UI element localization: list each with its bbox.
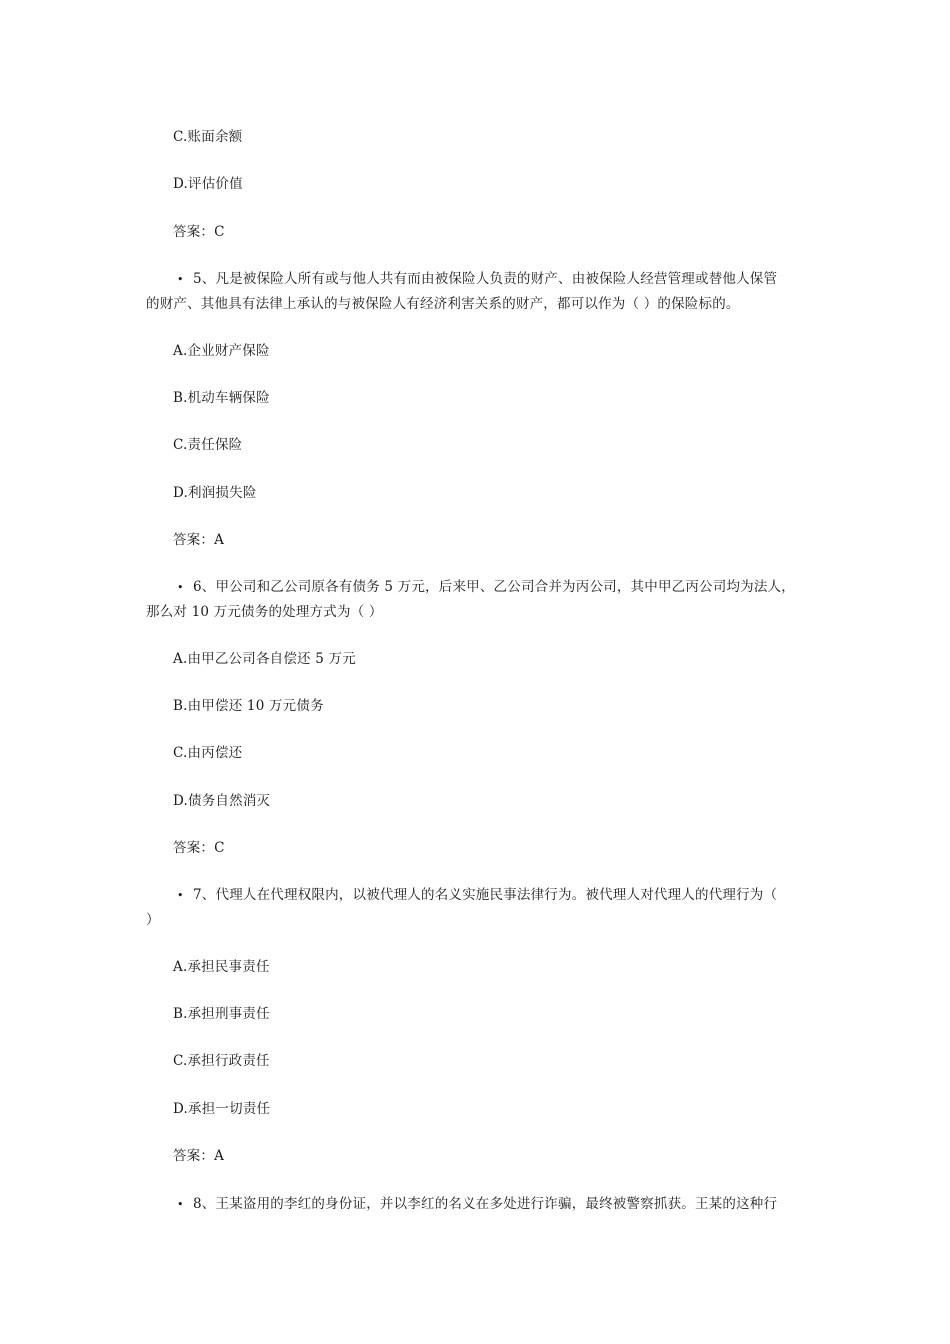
- option-item: A.由甲乙公司各自偿还 5 万元: [173, 651, 356, 667]
- option-item: D.评估价值: [173, 176, 243, 192]
- question-text-line1: 6、甲公司和乙公司原各有债务 5 万元，后来甲、乙公司合并为丙公司，其中甲乙丙公司均为法人，: [193, 579, 795, 595]
- bullet-icon: •: [177, 889, 184, 902]
- option-item: D.利润损失险: [173, 485, 257, 501]
- option-item: C.承担行政责任: [173, 1053, 270, 1069]
- question-text-line1: 8、王某盗用的李红的身份证，并以李红的名义在多处进行诈骗，最终被警察抓获。王某的这种行: [193, 1196, 778, 1212]
- option-item: A.承担民事责任: [173, 959, 270, 975]
- bullet-icon: •: [177, 581, 184, 594]
- answer-line: 答案：A: [173, 1148, 225, 1164]
- bullet-icon: •: [177, 273, 184, 286]
- answer-line: 答案：A: [173, 532, 225, 548]
- question-text-line2: ）: [146, 912, 160, 928]
- option-item: C.账面余额: [173, 129, 243, 145]
- question-text-line1: 5、凡是被保险人所有或与他人共有而由被保险人负责的财产、由被保险人经营管理或替他人保管: [193, 271, 778, 287]
- option-item: C.由丙偿还: [173, 745, 243, 761]
- question-text-line2: 那么对 10 万元债务的处理方式为（ ）: [146, 604, 383, 620]
- bullet-icon: •: [177, 1198, 184, 1211]
- option-item: D.债务自然消灭: [173, 793, 271, 809]
- option-item: A.企业财产保险: [173, 343, 270, 359]
- option-item: B.承担刑事责任: [173, 1006, 270, 1022]
- question-text-line2: 的财产、其他具有法律上承认的与被保险人有经济利害关系的财产，都可以作为（ ）的保险标的。: [146, 296, 740, 312]
- option-item: D.承担一切责任: [173, 1101, 271, 1117]
- option-item: C.责任保险: [173, 437, 243, 453]
- option-item: B.机动车辆保险: [173, 390, 270, 406]
- option-item: B.由甲偿还 10 万元债务: [173, 698, 324, 714]
- question-text-line1: 7、代理人在代理权限内，以被代理人的名义实施民事法律行为。被代理人对代理人的代理行为（: [193, 887, 778, 903]
- answer-line: 答案：C: [173, 840, 225, 856]
- answer-line: 答案：C: [173, 224, 225, 240]
